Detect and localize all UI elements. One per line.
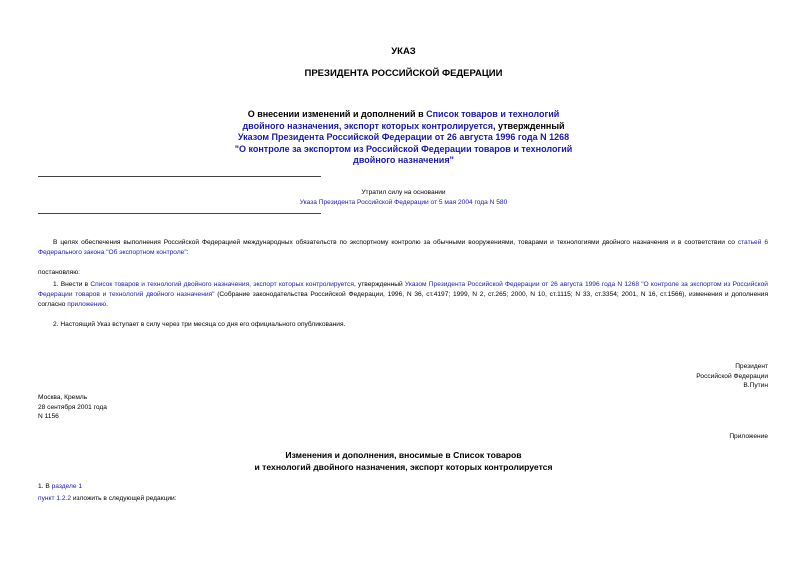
about-link-list[interactable]: Список товаров и технологий — [426, 109, 560, 119]
about-link-decree-title[interactable]: "О контроле за экспортом из Российской Федерации товаров и технологий — [234, 143, 573, 154]
decree-word: постановляю: — [38, 269, 81, 276]
item1-text-b: , утвержденный — [353, 281, 405, 288]
decree-number: N 1156 — [38, 413, 59, 421]
decree-subtitle: ПРЕЗИДЕНТА РОССИЙСКОЙ ФЕДЕРАЦИИ — [304, 68, 503, 79]
item-1-paragraph — [38, 280, 768, 310]
signature-country: Российской Федерации — [696, 372, 768, 380]
date: 28 сентября 2001 года — [38, 403, 107, 411]
item1-text-a: 1. Внести в — [53, 281, 91, 288]
intro-paragraph — [38, 238, 768, 258]
about-link-decree[interactable]: Указом Президента Российской Федерации от 26 августа 1996 года N 1268 — [237, 132, 570, 142]
appendix-item2-text: изложить в следующей редакции: — [71, 495, 177, 502]
status-text: Утратил силу на основании — [361, 189, 446, 196]
signature-name: В.Путин — [743, 382, 768, 390]
about-text-2: , утвержденный — [493, 120, 565, 131]
appendix-title — [0, 450, 807, 473]
appendix-item-2 — [38, 494, 177, 504]
divider-top — [38, 176, 321, 177]
signature-title: Президент — [735, 363, 768, 370]
intro-law-link[interactable]: статьей 6 Федерального закона "Об экспортном контроле" — [38, 239, 768, 256]
decree-about — [180, 109, 627, 167]
about-text-1: О внесении изменений и дополнений в — [247, 109, 427, 119]
intro-text: В целях обеспечения выполнения Российской Федерацией международных обязательств по экспортному контролю за обычными вооружениями, товарами и технологиями двойного назначения и в соответствии со — [53, 239, 738, 246]
item1-decree-link[interactable]: Указом Президента Российской Федерации от 26 августа 1996 года N 1268 "О контроле за экспортом из Российской Федерации товаров и технологий двойного назначения" — [38, 281, 768, 298]
place-date-block — [38, 393, 107, 422]
appendix-label: Приложение — [729, 433, 768, 440]
about-link-list-cont[interactable]: двойного назначения, экспорт которых контролируется — [242, 120, 494, 131]
place: Москва, Кремль — [38, 394, 88, 401]
appendix-item1-prefix: 1. В — [38, 483, 52, 490]
about-link-decree-title-end[interactable]: двойного назначения" — [353, 155, 454, 165]
decree-title: УКАЗ — [391, 46, 416, 57]
signature-block — [696, 362, 768, 391]
item1-list-link[interactable]: Список товаров и технологий двойного назначения, экспорт которых контролируется — [90, 281, 354, 288]
appendix-item-1 — [38, 482, 82, 492]
item-2-paragraph: 2. Настоящий Указ вступает в силу через три месяца со дня его официального опубликования. — [53, 321, 346, 328]
item1-text-c: (Собрание законодательства Российской Федерации, 1996, N 36, ст.4197; 1999, N 2, ст.265; 2000, N 10, ст.1115; N 33, ст.3354; 2001, N 16, ст.1566), изменения и дополнения согласно — [38, 291, 769, 308]
intro-end: : — [186, 249, 189, 256]
item1-text-d: . — [106, 301, 108, 308]
appendix-title-line2: и технологий двойного назначения, экспорт которых контролируется — [254, 461, 553, 472]
status-link[interactable]: Указа Президента Российской Федерации от 5 мая 2004 года N 580 — [299, 199, 508, 206]
point-1-2-2-link[interactable]: пункт 1.2.2 — [38, 495, 71, 502]
item1-appendix-link[interactable]: приложению — [67, 301, 107, 308]
appendix-title-line1: Изменения и дополнения, вносимые в Список товаров — [285, 450, 522, 460]
divider-bottom — [38, 213, 321, 214]
section-1-link[interactable]: разделе 1 — [51, 483, 83, 490]
